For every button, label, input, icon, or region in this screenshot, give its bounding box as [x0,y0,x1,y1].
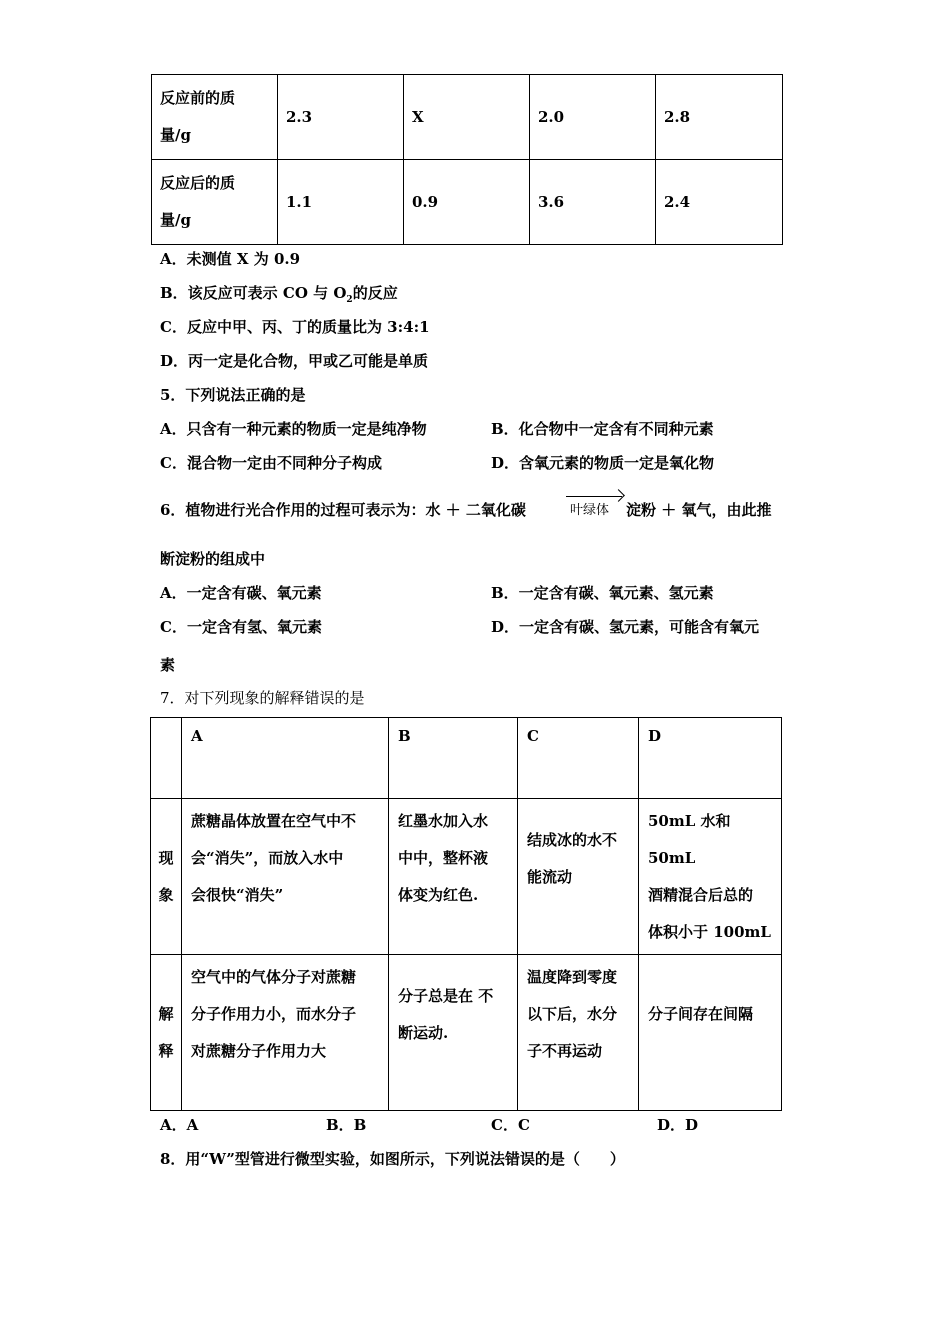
table-cell: 2.8 [656,75,783,160]
table-cell: 分子间存在间隔 [639,955,782,1111]
q6-option-d: D．一定含有碳、氢元素，可能含有氧元 [491,618,760,636]
table-row [151,955,782,1111]
q6-stem-part2: 淀粉 ＋ 氧气，由此推 [626,501,772,519]
table-cell: 3.6 [530,160,656,245]
q6-stem-part1: 6．植物进行光合作用的过程可表示为：水 ＋ 二氧化碳 [160,501,526,519]
row-label: 反应后的质 量/g [152,160,278,245]
table-header: D [639,718,782,799]
q5-option-d: D．含氧元素的物质一定是氧化物 [491,454,715,472]
table-cell: 1.1 [278,160,404,245]
q7-option-d: D．D [657,1116,699,1134]
table-cell: X [404,75,530,160]
q6-stem-line2: 断淀粉的组成中 [160,550,266,568]
q7-option-b: B．B [326,1116,367,1134]
table-row [152,75,783,160]
q4-mass-table [151,74,783,245]
table-cell: 2.3 [278,75,404,160]
table-cell: 蔗糖晶体放置在空气中不 会“消失”，而放入水中 会很快“消失” [182,799,389,955]
table-cell: 结成冰的水不 能流动 [518,799,639,955]
table-cell: 2.0 [530,75,656,160]
table-cell: 红墨水加入水 中中，整杯液 体变为红色. [389,799,518,955]
table-header: A [182,718,389,799]
table-cell: 温度降到零度 以下后，水分 子不再运动 [518,955,639,1111]
reaction-arrow-icon [566,486,624,520]
q4-option-a: A．未测值 X 为 0.9 [160,250,301,268]
table-cell: 空气中的气体分子对蔗糖 分子作用力小，而水分子 对蔗糖分子作用力大 [182,955,389,1111]
q5-option-b: B．化合物中一定含有不同种元素 [491,420,714,438]
q6-option-d-cont: 素 [160,656,176,674]
q4-option-d: D．丙一定是化合物，甲或乙可能是单质 [160,352,429,370]
row-label: 解 释 [151,955,182,1111]
row-label: 现 象 [151,799,182,955]
q6-option-c: C．一定含有氢、氧元素 [160,618,322,636]
row-label: 反应前的质 量/g [152,75,278,160]
q4-option-b: B．该反应可表示 CO 与 $O_2$的反应 [160,284,398,305]
table-cell: 50mL 水和 50mL 酒精混合后总的 体积小于 100mL [639,799,782,955]
q7-option-c: C．C [491,1116,530,1134]
table-cell: 分子总是在 不 断运动. [389,955,518,1111]
q6-option-a: A．一定含有碳、氧元素 [160,584,322,602]
table-header-row [151,718,782,799]
table-header: C [518,718,639,799]
q6-option-b: B．一定含有碳、氧元素、氢元素 [491,584,714,602]
table-row [151,799,782,955]
table-cell: 0.9 [404,160,530,245]
q5-option-c: C．混合物一定由不同种分子构成 [160,454,382,472]
table-header: B [389,718,518,799]
q8-stem: 8．用“W”型管进行微型实验，如图所示，下列说法错误的是（ ） [160,1150,625,1168]
table-row [152,160,783,245]
q7-stem: 7．对下列现象的解释错误的是 [160,689,365,707]
arrow-condition-label: 叶绿体 [570,503,610,518]
q4-option-c: C．反应中甲、丙、丁的质量比为 3:4:1 [160,318,430,336]
q7-table [150,717,782,1111]
q5-option-a: A．只含有一种元素的物质一定是纯净物 [160,420,427,438]
table-cell [151,718,182,799]
table-cell: 2.4 [656,160,783,245]
q7-option-a: A．A [160,1116,199,1134]
q5-stem: 5．下列说法正确的是 [160,386,306,404]
